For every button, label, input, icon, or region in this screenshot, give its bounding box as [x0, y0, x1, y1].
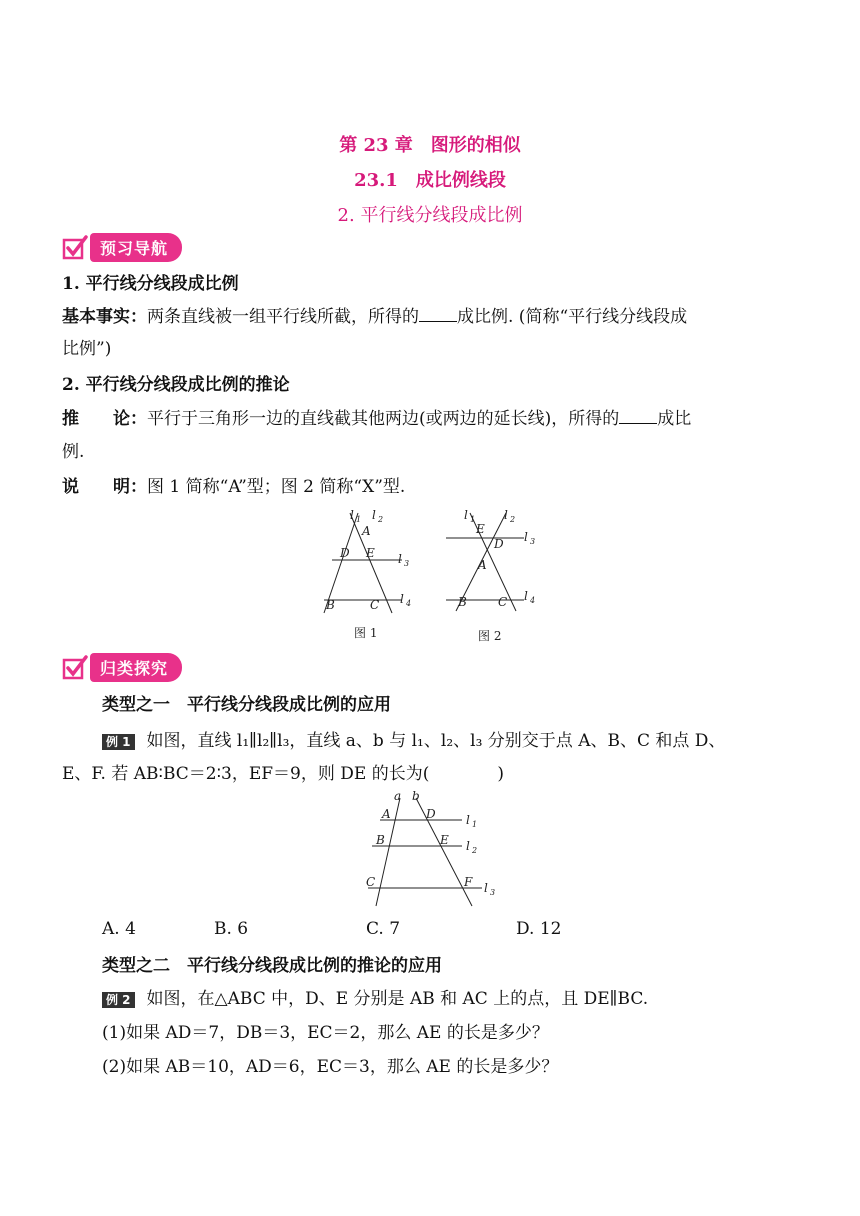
svg-text:l: l [400, 592, 404, 606]
item1-text-b: 成比例. (简称“平行线分线段成 [457, 307, 688, 327]
svg-text:2: 2 [378, 515, 384, 524]
svg-text:B: B [376, 833, 385, 847]
svg-text:D: D [494, 537, 504, 551]
item2-text-c: 例. [62, 442, 85, 462]
svg-text:A: A [382, 807, 391, 821]
ex2-tag: 例 2 [102, 992, 135, 1008]
blank-1 [419, 303, 457, 322]
note-text: 图 1 简称“A”型；图 2 简称“X”型. [147, 477, 406, 497]
ex1-text-a: 如图，直线 l₁∥l₂∥l₃，直线 a、b 与 l₁、l₂、l₃ 分别交于点 A、B、C 和点 D、 [146, 731, 726, 751]
svg-text:l: l [484, 881, 488, 895]
type2-title: 类型之二 平行线分线段成比例的推论的应用 [102, 956, 442, 976]
item1-text-a: 两条直线被一组平行线所截，所得的 [147, 307, 419, 327]
svg-text:E: E [440, 833, 449, 847]
svg-text:1: 1 [472, 820, 478, 829]
option-a[interactable]: A. 4 [102, 919, 136, 939]
svg-text:C: C [370, 598, 380, 612]
ex2-line [102, 984, 802, 1014]
figure-1 [310, 505, 430, 650]
checkbox-icon [62, 654, 88, 680]
explore-badge [62, 652, 182, 682]
chapter-title: 第 23 章 图形的相似 [339, 135, 521, 156]
svg-text:l: l [464, 508, 468, 522]
svg-text:4: 4 [406, 599, 412, 608]
item2-label: 推 论： [62, 409, 147, 429]
svg-text:F: F [464, 875, 473, 889]
ex2-question-2: (2)如果 AB＝10，AD＝6，EC＝3，那么 AE 的长是多少？ [102, 1057, 559, 1077]
ex1-text-b: E、F. 若 AB∶BC＝2∶3，EF＝9，则 DE 的长为( ) [62, 764, 504, 784]
item1-text-c: 比例”) [62, 339, 112, 359]
blank-2 [619, 405, 657, 424]
preview-badge [62, 232, 182, 262]
svg-text:E: E [476, 522, 485, 536]
item2-text [62, 404, 802, 434]
ex2-text: 如图，在△ABC 中，D、E 分别是 AB 和 AC 上的点，且 DE∥BC. [146, 989, 649, 1009]
svg-text:a: a [394, 789, 402, 803]
svg-text:l: l [398, 552, 402, 566]
fig1-caption: 图 1 [354, 626, 378, 640]
item1-label: 基本事实： [62, 307, 147, 327]
example1-figure [360, 788, 500, 913]
svg-text:l: l [524, 589, 528, 603]
svg-text:C: C [498, 595, 508, 609]
preview-badge-label: 预习导航 [90, 233, 182, 262]
svg-text:1: 1 [356, 515, 362, 524]
explore-badge-label: 归类探究 [90, 653, 182, 682]
lesson-title: 2. 平行线分线段成比例 [337, 205, 523, 226]
svg-text:E: E [366, 546, 375, 560]
note-line [62, 472, 802, 502]
svg-text:2: 2 [510, 515, 516, 524]
figure-2 [440, 505, 550, 650]
option-b[interactable]: B. 6 [214, 919, 249, 939]
svg-text:1: 1 [470, 515, 476, 524]
item2-text-b: 成比 [657, 409, 692, 429]
option-d[interactable]: D. 12 [516, 919, 562, 939]
section-title: 23.1 成比例线段 [354, 170, 506, 191]
svg-text:3: 3 [404, 559, 410, 568]
type1-title: 类型之一 平行线分线段成比例的应用 [102, 695, 391, 715]
item1-text [62, 302, 802, 332]
svg-text:A: A [478, 558, 487, 572]
svg-text:l: l [466, 839, 470, 853]
svg-text:D: D [340, 546, 350, 560]
ex1-line-a [102, 726, 802, 756]
svg-text:4: 4 [530, 596, 536, 605]
svg-text:l: l [524, 530, 528, 544]
svg-text:l: l [466, 813, 470, 827]
svg-text:l: l [372, 508, 376, 522]
checkbox-icon [62, 234, 88, 260]
svg-text:3: 3 [490, 888, 496, 897]
ex2-question-1: (1)如果 AD＝7，DB＝3，EC＝2，那么 AE 的长是多少？ [102, 1023, 549, 1043]
item2-title: 2. 平行线分线段成比例的推论 [62, 375, 290, 395]
svg-text:b: b [412, 789, 420, 803]
svg-text:l: l [504, 508, 508, 522]
note-label: 说 明： [62, 477, 147, 497]
fig2-caption: 图 2 [478, 629, 502, 643]
svg-text:2: 2 [472, 846, 478, 855]
ex1-tag: 例 1 [102, 734, 135, 750]
option-c[interactable]: C. 7 [366, 919, 401, 939]
item2-text-a: 平行于三角形一边的直线截其他两边(或两边的延长线)，所得的 [147, 409, 620, 429]
svg-text:A: A [362, 524, 371, 538]
svg-text:l: l [350, 508, 354, 522]
svg-text:3: 3 [530, 537, 536, 546]
svg-text:D: D [426, 807, 436, 821]
item1-title: 1. 平行线分线段成比例 [62, 274, 239, 294]
svg-text:C: C [366, 875, 376, 889]
svg-text:B: B [326, 598, 335, 612]
svg-text:B: B [458, 595, 467, 609]
